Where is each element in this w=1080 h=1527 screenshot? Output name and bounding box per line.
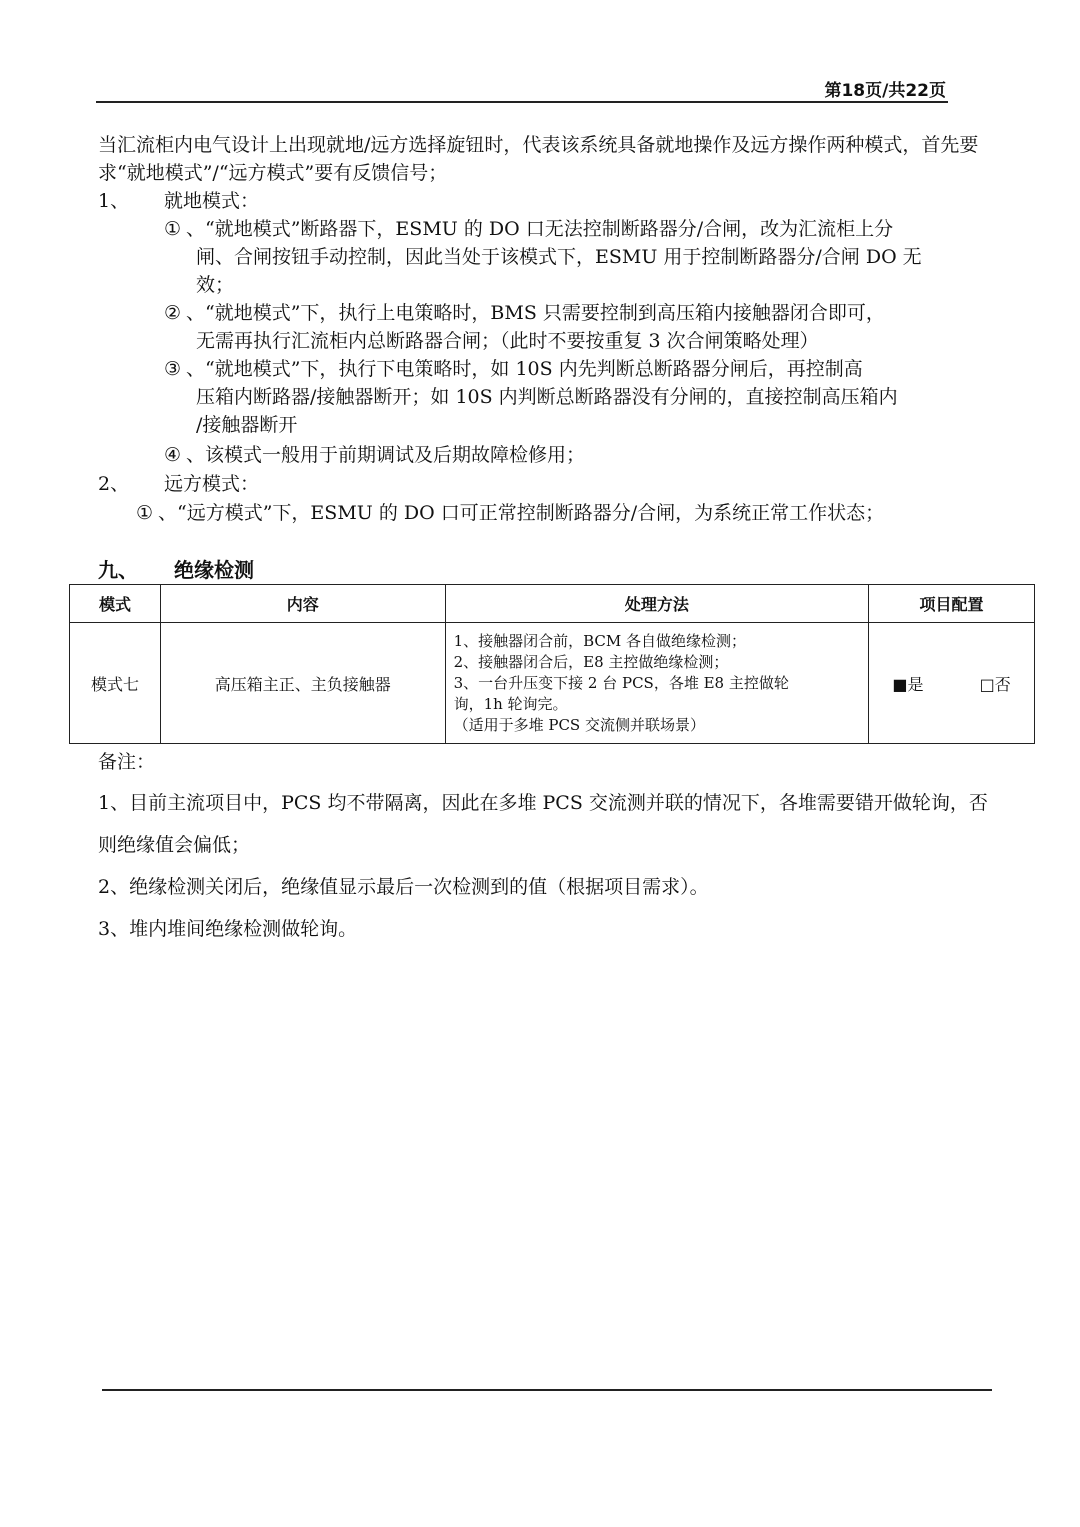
- cell-config: [869, 623, 1035, 744]
- local-item-1-line-2: 闸、合闸按钮手动控制，因此当处于该模式下，ESMU 用于控制断路器分/合闸 DO 无: [196, 246, 922, 268]
- local-item-3-line-2: 压箱内断路器/接触器断开；如 10S 内判断总断路器没有分闸的，直接控制高压箱内: [196, 386, 898, 408]
- page-number: 第18页/共22页: [824, 81, 946, 101]
- remote-mode-heading: [98, 470, 260, 498]
- section-title: 绝缘检测: [174, 558, 254, 582]
- table-row: [70, 623, 1035, 744]
- footer-rule: [102, 1389, 992, 1391]
- local-item-3-line-1: 、“就地模式”下，执行下电策略时，如 10S 内先判断总断路器分闸后，再控制高: [186, 358, 863, 380]
- remote-mode-number: 2、: [98, 473, 130, 495]
- yes-label: 是: [907, 674, 924, 694]
- note-3: 3、堆内堆间绝缘检测做轮询。: [98, 918, 358, 940]
- local-mode-heading: [98, 187, 260, 215]
- header-config: 项目配置: [869, 585, 1035, 623]
- insulation-table: [69, 584, 1035, 744]
- section-number: 九、: [98, 558, 138, 582]
- method-line-3: 3、一台升压变下接 2 台 PCS，各堆 E8 主控做轮: [453, 673, 789, 692]
- intro-paragraph: 当汇流柜内电气设计上出现就地/远方选择旋钮时，代表该系统具备就地操作及远方操作两种模式，首先要求“就地模式”/“远方模式”要有反馈信号；: [98, 134, 979, 184]
- remote-item-1-line-1: 、“远方模式”下，ESMU 的 DO 口可正常控制断路器分/合闸，为系统正常工作状态；: [158, 502, 885, 524]
- local-item-1-marker: ①: [164, 218, 182, 240]
- remote-item-1-marker: ①: [136, 502, 154, 524]
- local-item-2-line-1: 、“就地模式”下，执行上电策略时，BMS 只需要控制到高压箱内接触器闭合即可，: [186, 302, 885, 324]
- method-line-5: （适用于多堆 PCS 交流侧并联场景）: [453, 715, 705, 734]
- cell-method: [445, 623, 869, 744]
- notes-label: 备注：: [98, 751, 156, 773]
- header-mode: 模式: [70, 585, 161, 623]
- table-header-row: [70, 585, 1035, 623]
- remote-mode-title: 远方模式：: [164, 473, 260, 495]
- yes-checkbox[interactable]: [892, 672, 923, 695]
- local-item-4-marker: ④: [164, 444, 182, 466]
- unchecked-box-icon: □: [979, 674, 995, 694]
- local-item-1-line-3: 效；: [196, 274, 235, 296]
- header-method: 处理方法: [445, 585, 869, 623]
- checked-box-icon: ■: [892, 674, 908, 694]
- local-mode-title: 就地模式：: [164, 190, 260, 212]
- cell-content: 高压箱主正、主负接触器: [160, 623, 445, 744]
- cell-mode: 模式七: [70, 623, 161, 744]
- no-checkbox[interactable]: [980, 672, 1011, 695]
- local-item-3-marker: ③: [164, 358, 182, 380]
- local-item-1-line-1: 、“就地模式”断路器下，ESMU 的 DO 口无法控制断路器分/合闸，改为汇流柜上分: [186, 218, 894, 240]
- note-2: 2、绝缘检测关闭后，绝缘值显示最后一次检测到的值（根据项目需求）。: [98, 876, 709, 898]
- note-1: 1、目前主流项目中，PCS 均不带隔离，因此在多堆 PCS 交流测并联的情况下，各堆需要错开做轮询，否则绝缘值会偏低；: [98, 792, 988, 856]
- header-content: 内容: [160, 585, 445, 623]
- method-line-1: 1、接触器闭合前，BCM 各自做绝缘检测；: [453, 631, 747, 650]
- local-item-3-line-3: /接触器断开: [196, 414, 298, 436]
- method-line-4: 询，1h 轮询完。: [453, 694, 568, 713]
- local-item-2-marker: ②: [164, 302, 182, 324]
- header-rule: [96, 101, 948, 103]
- local-mode-number: 1、: [98, 190, 130, 212]
- method-line-2: 2、接触器闭合后，E8 主控做绝缘检测；: [453, 652, 729, 671]
- local-item-4-line-1: 、该模式一般用于前期调试及后期故障检修用；: [186, 444, 586, 466]
- no-label: 否: [994, 674, 1011, 694]
- local-item-2-line-2: 无需再执行汇流柜内总断路器合闸；（此时不要按重复 3 次合闸策略处理）: [196, 330, 819, 352]
